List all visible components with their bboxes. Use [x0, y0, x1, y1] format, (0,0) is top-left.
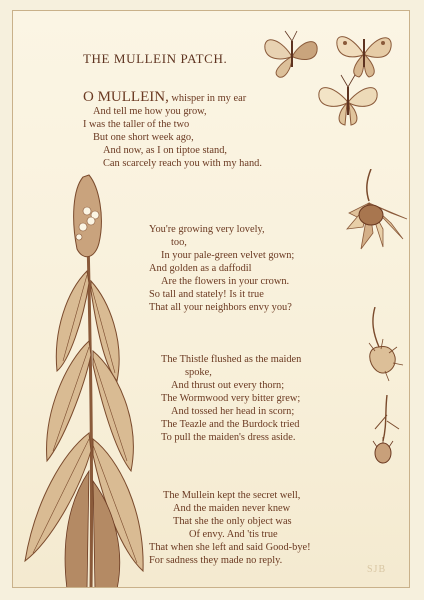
stanza-2 — [149, 223, 294, 314]
first-line-rest: whisper in my ear — [168, 93, 247, 104]
stanza-line: You're growing very lovely, — [149, 224, 265, 235]
drop-cap: O MULLEIN, — [83, 89, 169, 105]
poem-title: THE MULLEIN PATCH. — [83, 51, 228, 66]
stanza-line: But one short week ago, — [93, 132, 194, 143]
butterfly-icon — [313, 71, 383, 129]
stanza-4 — [149, 489, 311, 567]
stanza-line: And tell me how you grow, — [93, 106, 207, 117]
stanza-line: The Mullein kept the secret well, — [163, 490, 301, 501]
stanza-line: Of envy. And 'tis true — [189, 529, 278, 540]
stanza-line: The Wormwood very bitter grew; — [161, 393, 301, 404]
stanza-line: That when she left and said Good-bye! — [149, 542, 311, 553]
stanza-line: The Thistle flushed as the maiden — [161, 354, 302, 365]
stanza-line: That she the only object was — [173, 516, 292, 527]
artist-monogram: SJB — [367, 564, 387, 575]
stanza-line: And tossed her head in scorn; — [171, 406, 295, 417]
stanza-line: too, — [171, 237, 187, 248]
stanza-line: Can scarcely reach you with my hand. — [103, 158, 262, 169]
stanza-line: To pull the maiden's dress aside. — [161, 432, 296, 443]
stanza-line: And thrust out every thorn; — [171, 380, 285, 391]
stanza-line: Are the flowers in your crown. — [161, 276, 290, 287]
teazle-bud-icon — [369, 395, 405, 471]
mullein-plant-icon — [17, 171, 149, 588]
stanza-line: And now, as I on tiptoe stand, — [103, 145, 227, 156]
stanza-line: For sadness they made no reply. — [149, 555, 283, 566]
stanza-line: In your pale-green velvet gown; — [161, 250, 295, 261]
stanza-line: The Teazle and the Burdock tried — [161, 419, 300, 430]
stanza-line: That all your neighbors envy you? — [149, 302, 292, 313]
burdock-bud-icon — [363, 307, 407, 387]
poem-page — [12, 10, 410, 588]
stanza-line: spoke, — [185, 367, 212, 378]
stanza-line: I was the taller of the two — [83, 119, 190, 130]
stanza-3 — [161, 353, 301, 444]
stanza-1 — [83, 91, 262, 170]
thistle-flower-icon — [343, 169, 409, 269]
stanza-line — [83, 91, 262, 105]
stanza-line: So tall and stately! Is it true — [149, 289, 264, 300]
stanza-line: And the maiden never knew — [173, 503, 291, 514]
stanza-line: And golden as a daffodil — [149, 263, 252, 274]
